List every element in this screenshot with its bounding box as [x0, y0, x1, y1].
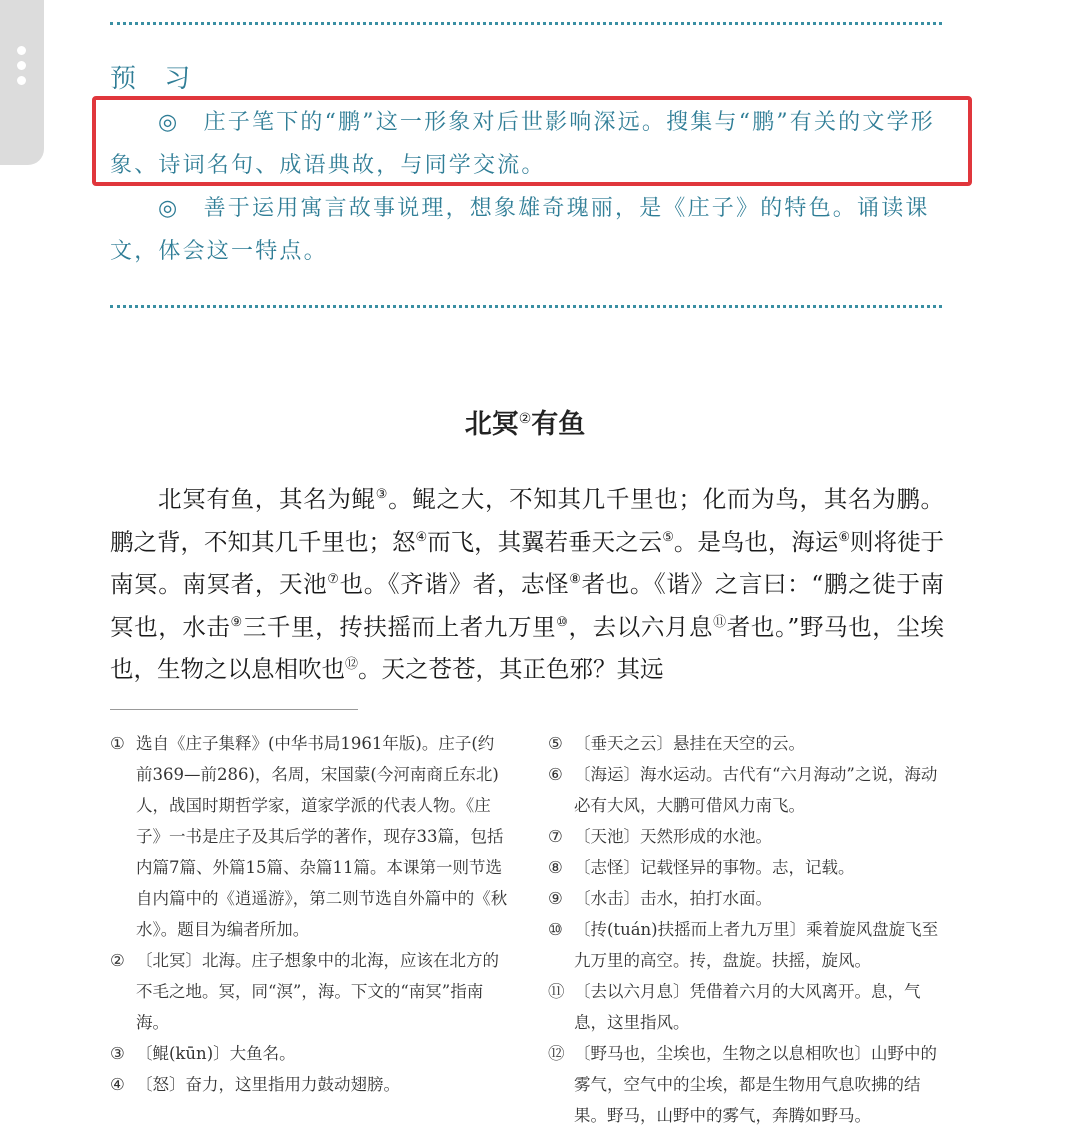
lesson-title-footnote: ② — [518, 411, 532, 427]
body-text: 。是鸟也，海运 — [673, 527, 839, 556]
footnote-ref: ⑪ — [713, 614, 727, 630]
body-text: 北冥有鱼，其名为鲲 — [158, 485, 376, 513]
note-number: ⑤ — [548, 734, 563, 753]
notes-right-column — [548, 728, 948, 1131]
footnote-ref: ④ — [415, 529, 428, 545]
footnote-ref: ⑧ — [569, 572, 582, 587]
footnote-ref: ③ — [375, 487, 389, 502]
notes-left-column — [110, 728, 508, 1100]
note-item — [548, 976, 948, 1038]
footnote-ref: ⑥ — [838, 529, 851, 545]
note-text: 〔北冥〕北海。庄子想象中的北海，应该在北方的不毛之地。冥，同“溟”，海。下文的“南冥”指南海。 — [136, 951, 499, 1032]
note-item — [110, 1069, 508, 1100]
footnote-ref: ⑦ — [327, 572, 340, 587]
note-number: ⑫ — [548, 1044, 565, 1063]
highlight-box — [92, 96, 972, 186]
note-number: ⑧ — [548, 858, 563, 877]
note-item — [548, 852, 948, 883]
note-text: 〔去以六月息〕凭借着六月的大风离开。息，气息，这里指风。 — [574, 982, 921, 1032]
note-text: 选自《庄子集释》(中华书局1961年版)。庄子(约前369—前286)，名周，宋国蒙(今河南商丘东北)人，战国时期哲学家，道家学派的代表人物。《庄子》一书是庄子及其后学的著作，现存33篇，包括内篇7篇、外篇15篇、杂篇11篇。本课第一则节选自内篇中的《逍遥游》，第二则节选自外篇中的《秋水》。题目为编者所加。 — [136, 734, 508, 939]
footnote-ref: ⑨ — [230, 614, 243, 630]
note-number: ⑦ — [548, 827, 563, 846]
note-item — [548, 914, 948, 976]
note-text: 〔鲲(kūn)〕大鱼名。 — [136, 1044, 296, 1063]
body-text: 者也。”野马也，尘埃也，生物之以息相吹也 — [110, 612, 945, 683]
lesson-title — [0, 402, 1050, 441]
note-text: 〔野马也，尘埃也，生物之以息相吹也〕山野中的雾气，空气中的尘埃，都是生物用气息吹拂的结果。野马，山野中的雾气，奔腾如野马。 — [574, 1044, 937, 1125]
body-text: 而飞，其翼若垂天之云 — [427, 527, 663, 556]
note-number: ④ — [110, 1075, 125, 1094]
note-item — [548, 759, 948, 821]
more-dots-icon — [17, 46, 27, 91]
note-number: ⑥ — [548, 765, 563, 784]
body-text: 则将徙于南冥。南冥者，天池 — [110, 527, 945, 598]
body-text: 也。《齐谐》者，志怪 — [339, 570, 570, 598]
note-text: 〔水击〕击水，拍打水面。 — [574, 889, 772, 908]
note-number: ⑪ — [548, 982, 565, 1001]
note-item — [548, 883, 948, 914]
note-number: ② — [110, 951, 125, 970]
note-number: ③ — [110, 1044, 125, 1063]
preview-item-1: ◎ 庄子笔下的“鹏”这一形象对后世影响深远。搜集与“鹏”有关的文学形象、诗词名句、成语典故，与同学交流。 — [110, 110, 935, 178]
lesson-title-part-a: 北冥 — [464, 409, 519, 440]
bottom-divider — [110, 305, 942, 308]
lesson-title-part-b: 有鱼 — [531, 409, 586, 440]
body-text: 者也。《谐》之言曰：“鹏之徙于南冥也，水击 — [110, 570, 945, 641]
note-text: 〔怒〕奋力，这里指用力鼓动翅膀。 — [136, 1075, 400, 1094]
notes-divider — [110, 709, 358, 710]
note-number: ⑨ — [548, 889, 563, 908]
footnote-ref: ⑤ — [662, 529, 674, 545]
note-text: 〔垂天之云〕悬挂在天空的云。 — [574, 734, 805, 753]
note-text: 〔海运〕海水运动。古代有“六月海动”之说，海动必有大风，大鹏可借风力南飞。 — [574, 765, 938, 815]
note-item — [110, 1038, 508, 1069]
body-text: ，去以六月息 — [568, 612, 714, 641]
footnote-ref: ⑩ — [556, 614, 569, 630]
footnote-ref: ⑫ — [345, 657, 359, 672]
preview-title: 预 习 — [110, 64, 201, 94]
note-item — [548, 1038, 948, 1131]
main-text — [110, 478, 944, 691]
note-item — [548, 821, 948, 852]
body-text: 三千里，抟扶摇而上者九万里 — [242, 612, 557, 641]
note-text: 〔抟(tuán)扶摇而上者九万里〕乘着旋风盘旋飞至九万里的高空。抟，盘旋。扶摇，旋风。 — [574, 920, 939, 970]
note-item — [110, 728, 508, 945]
note-text: 〔天池〕天然形成的水池。 — [574, 827, 772, 846]
preview-item-2: ◎ 善于运用寓言故事说理，想象雄奇瑰丽，是《庄子》的特色。诵读课文，体会这一特点。 — [110, 196, 930, 264]
body-text: 。鲲之大，不知其几千里也；化而为鸟，其名为鹏。鹏之背，不知其几千里也；怒 — [110, 485, 945, 556]
note-item — [110, 945, 508, 1038]
note-item — [548, 728, 948, 759]
note-number: ① — [110, 734, 125, 753]
note-number: ⑩ — [548, 920, 563, 939]
side-menu-handle[interactable] — [0, 0, 44, 165]
top-divider — [110, 22, 942, 25]
body-text: 。天之苍苍，其正色邪？其远 — [358, 655, 664, 683]
note-text: 〔志怪〕记载怪异的事物。志，记载。 — [574, 858, 855, 877]
